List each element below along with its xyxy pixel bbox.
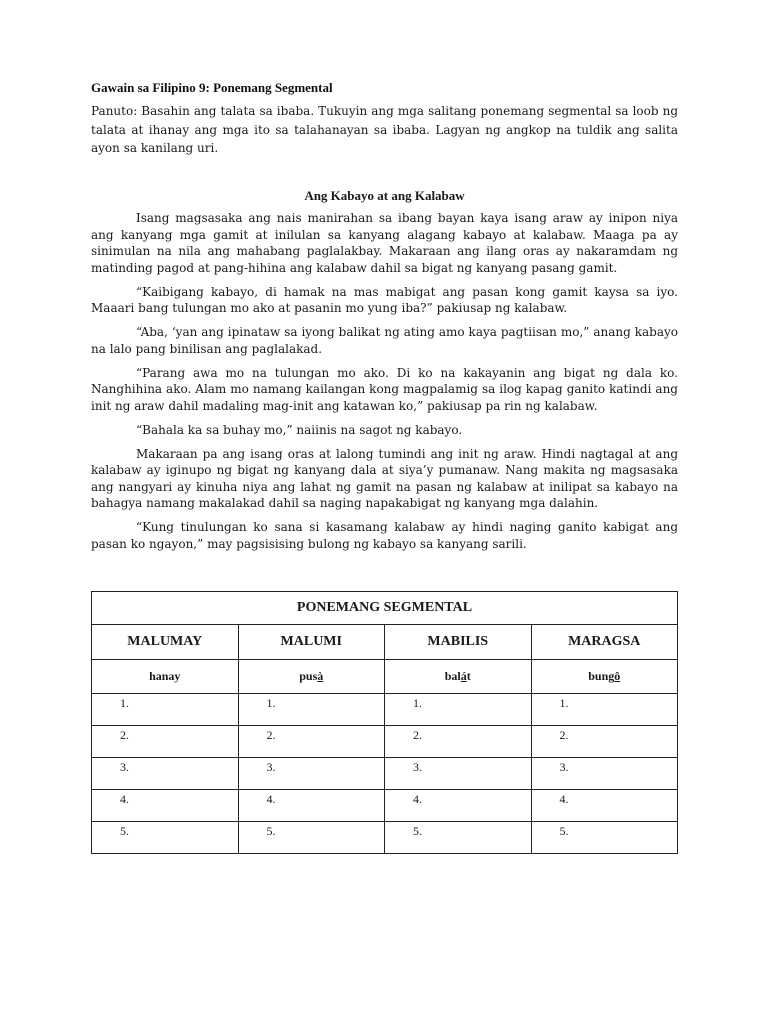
table-title: PONEMANG SEGMENTAL [92,592,678,625]
story-body [91,210,678,560]
answer-cell[interactable]: 4. [531,790,678,822]
worksheet-heading: Gawain sa Filipino 9: Ponemang Segmental [91,80,333,95]
story-paragraph: Makaraan pa ang isang oras at lalong tumindi ang init ng araw. Hindi nagtagal at ang kalabaw ay iginupo ng bigat ng kanyang dala at siya’y pumanaw. Nang makita ng magsasaka ang nangyari ay kinuha niya ang lahat ng gamit na pasan ng kalabaw at inilipat sa kabayo na bahagya namang makalakad dahil sa naging napakabigat ng kanyang mga dalahin. [91,446,678,510]
story-paragraph: “Aba, ‘yan ang ipinataw sa iyong balikat ng ating amo kaya pagtiisan mo,” anang kabayo na lalo pang binilisan ang paglalakad. [91,325,678,356]
example-word-mabilis: balát [385,660,532,694]
example-word-malumi: pusà [238,660,385,694]
answer-cell[interactable]: 2. [531,726,678,758]
answer-cell[interactable]: 1. [385,694,532,726]
answer-cell[interactable]: 5. [531,822,678,854]
table-row [92,758,678,790]
table-row [92,694,678,726]
answer-cell[interactable]: 4. [385,790,532,822]
column-header-malumi: MALUMI [238,625,385,660]
answer-cell[interactable]: 2. [92,726,239,758]
answer-cell[interactable]: 3. [238,758,385,790]
story-paragraph: “Kung tinulungan ko sana si kasamang kalabaw ay hindi naging ganito kabigat ang pasan ko ngayon,” may pagsisising bulong ng kabayo sa kanyang sarili. [91,520,678,551]
story-title: Ang Kabayo at ang Kalabaw [304,188,465,203]
story-paragraph: “Parang awa mo na tulungan mo ako. Di ko na kakayanin ang bigat ng dala ko. Nanghihina ako. Alam mo namang kailangan kong magpalamig sa ilog kapag ganito katindi ang init ng araw dahil madaling mag-init ang katawan ko,” pakiusap pa rin ng kalabaw. [91,365,678,413]
answer-cell[interactable]: 3. [92,758,239,790]
story-paragraph: “Bahala ka sa buhay mo,” naiinis na sagot ng kabayo. [136,422,463,437]
table-row [92,790,678,822]
story-paragraph: Isang magsasaka ang nais manirahan sa ibang bayan kaya isang araw ay inipon niya ang kanyang mga gamit at inilulan sa kanyang alagang kabayo at kalabaw. Maaga pa ay sinimulan na nila ang mahabang paglalakbay. Makaraan ang ilang oras ay nakaramdam ng matinding pagod at pang-hihina ang kalabaw dahil sa bigat ng kanyang pasang gamit. [91,211,678,275]
column-header-mabilis: MABILIS [385,625,532,660]
table-row [92,822,678,854]
table-row [92,726,678,758]
ponemang-segmental-table [91,591,678,854]
column-header-malumay: MALUMAY [92,625,239,660]
answer-cell[interactable]: 3. [385,758,532,790]
answer-cell[interactable]: 5. [238,822,385,854]
example-word-malumay: hanay [92,660,239,694]
answer-cell[interactable]: 4. [92,790,239,822]
answer-cell[interactable]: 1. [531,694,678,726]
answer-cell[interactable]: 4. [238,790,385,822]
answer-cell[interactable]: 5. [92,822,239,854]
answer-cell[interactable]: 2. [238,726,385,758]
answer-cell[interactable]: 2. [385,726,532,758]
instructions-text: Panuto: Basahin ang talata sa ibaba. Tukuyin ang mga salitang ponemang segmental sa loob ng talata at ihanay ang mga ito sa talahanayan sa ibaba. Lagyan ng angkop na tuldik ang salita ayon sa kanilang uri. [91,104,678,155]
answer-cell[interactable]: 5. [385,822,532,854]
answer-cell[interactable]: 1. [238,694,385,726]
answer-cell[interactable]: 3. [531,758,678,790]
story-paragraph: “Kaibigang kabayo, di hamak na mas mabigat ang pasan kong gamit kaysa sa iyo. Maaari bang tulungan mo ako at pasanin mo yung iba?” pakiusap ng kalabaw. [91,284,678,315]
example-word-maragsa: bungô [531,660,678,694]
answer-cell[interactable]: 1. [92,694,239,726]
column-header-maragsa: MARAGSA [531,625,678,660]
